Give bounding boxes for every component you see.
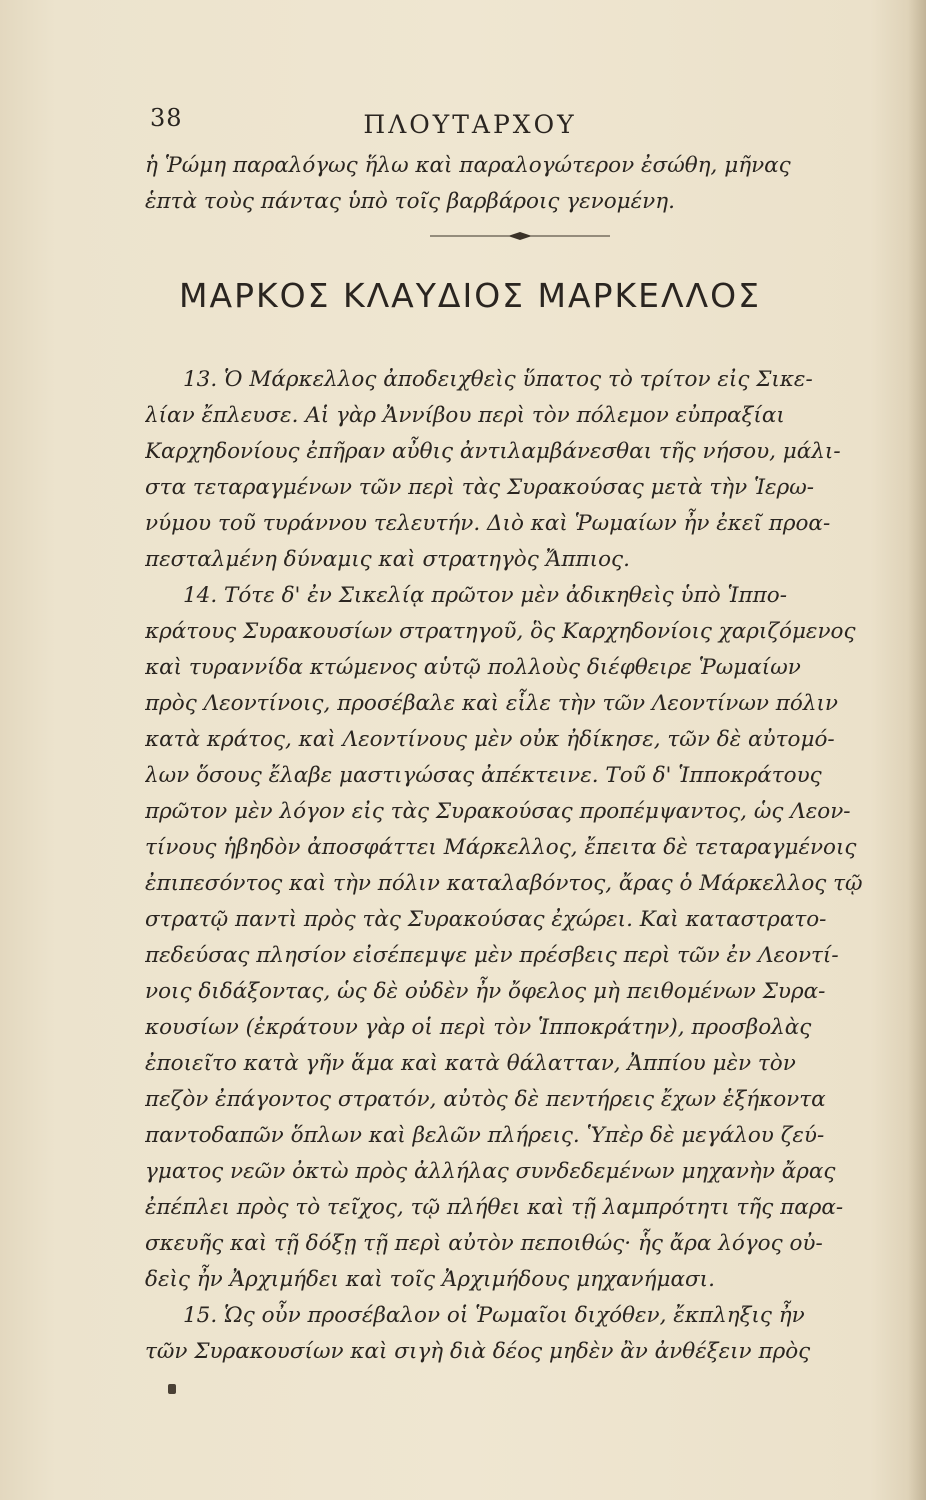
text-line: Καρχηδονίους ἐπῆραν αὖθις ἀντιλαμβάνεσθαι τῆς νήσου, μάλι- (145, 439, 841, 464)
text-line: παντοδαπῶν ὅπλων καὶ βελῶν πλήρεις. Ὑπὲρ δὲ μεγάλου ζεύ- (145, 1123, 825, 1148)
text-line: ἐπέπλει πρὸς τὸ τεῖχος, τῷ πλήθει καὶ τῇ λαμπρότητι τῆς παρα- (145, 1195, 844, 1220)
divider-ornament (420, 230, 620, 242)
paragraph-13-start: 13. Ὁ Μάρκελλος ἀποδειχθεὶς ὕπατος τὸ τρίτον εἰς Σικε- (183, 367, 813, 392)
paragraph-14-start: 14. Τότε δ' ἐν Σικελίᾳ πρῶτον μὲν ἀδικηθεὶς ὑπὸ Ἱππο- (183, 583, 787, 608)
text-line: ἐπιπεσόντος καὶ τὴν πόλιν καταλαβόντος, ἄρας ὁ Μάρκελλος τῷ (145, 871, 863, 896)
text-line: πρὸς Λεοντίνοις, προσέβαλε καὶ εἷλε τὴν τῶν Λεοντίνων πόλιν (145, 691, 838, 716)
intro-paragraph (145, 148, 885, 220)
text-line: γματος νεῶν ὀκτὼ πρὸς ἀλλήλας συνδεδεμένων μηχανὴν ἄρας (145, 1159, 836, 1184)
text-line: ἑπτὰ τοὺς πάντας ὑπὸ τοῖς βαρβάροις γενομένη. (145, 189, 675, 214)
text-line: ἐποιεῖτο κατὰ γῆν ἅμα καὶ κατὰ θάλατταν, Ἀππίου μὲν τὸν (145, 1051, 796, 1076)
text-line: κράτους Συρακουσίων στρατηγοῦ, ὃς Καρχηδονίοις χαριζόμενος (145, 619, 856, 644)
text-line: πεδεύσας πλησίον εἰσέπεμψε μὲν πρέσβεις περὶ τῶν ἐν Λεοντί- (145, 943, 839, 968)
paragraph-15-start: 15. Ὡς οὖν προσέβαλον οἱ Ῥωμαῖοι διχόθεν, ἔκπληξις ἦν (183, 1303, 805, 1328)
text-line: κατὰ κράτος, καὶ Λεοντίνους μὲν οὐκ ἠδίκησε, τῶν δὲ αὐτομό- (145, 727, 835, 752)
text-line: δεὶς ἦν Ἀρχιμήδει καὶ τοῖς Ἀρχιμήδους μηχανήμασι. (145, 1267, 715, 1292)
text-line: λων ὅσους ἔλαβε μαστιγώσας ἀπέκτεινε. Τοῦ δ' Ἱπποκράτους (145, 763, 822, 788)
text-line: νοις διδάξοντας, ὡς δὲ οὐδὲν ἦν ὄφελος μὴ πειθομένων Συρα- (145, 979, 826, 1004)
page-number: 38 (150, 104, 183, 132)
chapter-title: ΜΑΡΚΟΣ ΚΛΑΥΔΙΟΣ ΜΑΡΚΕΛΛΟΣ (179, 276, 761, 315)
text-line: καὶ τυραννίδα κτώμενος αὑτῷ πολλοὺς διέφθειρε Ῥωμαίων (145, 655, 801, 680)
body-text (145, 362, 885, 1370)
text-line: στρατῷ παντὶ πρὸς τὰς Συρακούσας ἐχώρει. Καὶ καταστρατο- (145, 907, 827, 932)
text-line: νύμου τοῦ τυράννου τελευτήν. Διὸ καὶ Ῥωμαίων ἦν ἐκεῖ προα- (145, 511, 831, 536)
text-line: λίαν ἔπλευσε. Αἱ γὰρ Ἀννίβου περὶ τὸν πόλεμον εὐπραξίαι (145, 403, 785, 428)
text-line: σκευῆς καὶ τῇ δόξῃ τῇ περὶ αὐτὸν πεποιθώς· ἧς ἄρα λόγος οὐ- (145, 1231, 823, 1256)
text-line: πεσταλμένη δύναμις καὶ στρατηγὸς Ἄππιος. (145, 547, 630, 572)
running-title: ΠΛΟΥΤΑΡΧΟΥ (363, 110, 577, 139)
text-line: ἡ Ῥώμη παραλόγως ἥλω καὶ παραλογώτερον ἐσώθη, μῆνας (145, 153, 791, 178)
page-header (150, 104, 790, 144)
text-line: τῶν Συρακουσίων καὶ σιγὴ διὰ δέος μηδὲν ἂν ἀνθέξειν πρὸς (145, 1339, 811, 1364)
text-line: κουσίων (ἐκράτουν γὰρ οἱ περὶ τὸν Ἱπποκράτην), προσβολὰς (145, 1015, 812, 1040)
text-line: πεζὸν ἐπάγοντος στρατόν, αὐτὸς δὲ πεντήρεις ἔχων ἑξήκοντα (145, 1087, 826, 1112)
text-line: πρῶτον μὲν λόγον εἰς τὰς Συρακούσας προπέμψαντος, ὡς Λεον- (145, 799, 851, 824)
page-edge-shadow (908, 0, 926, 1500)
text-line: στα τεταραγμένων τῶν περὶ τὰς Συρακούσας μετὰ τὴν Ἱερω- (145, 475, 815, 500)
text-line: τίνους ἡβηδὸν ἀποσφάττει Μάρκελλος, ἔπειτα δὲ τεταραγμένοις (145, 835, 857, 860)
ink-speck (168, 1384, 176, 1394)
